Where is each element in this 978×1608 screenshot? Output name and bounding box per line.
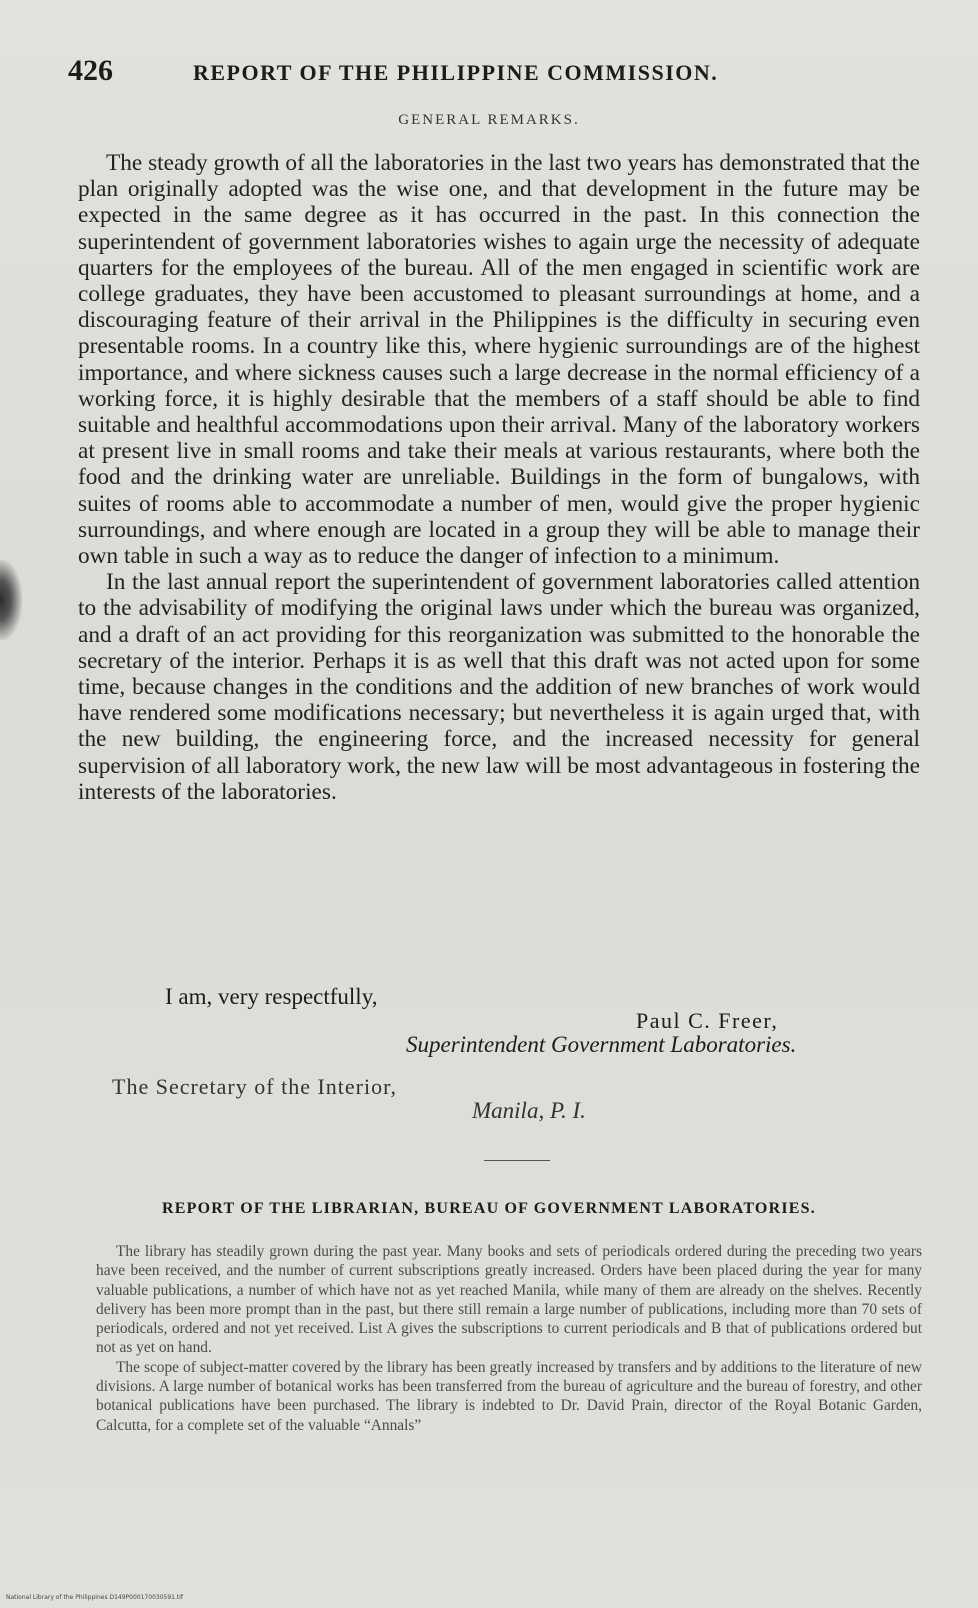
signer-title: Superintendent Government Laboratories. [406,1032,797,1057]
addressee-location: Manila, P. I. [472,1098,586,1123]
page-header [68,54,788,88]
librarian-paragraph: The library has steadily grown during the past year. Many books and sets of periodicals ordered during the preceding two years have been received, and the number of current subscriptions greatly increased. Orders have been placed during the year for many valuable publications, a number of which have not as yet reached Manila, while many of them are already on the shelves. Recently delivery has been more prompt than in the past, but there still remain a large number of publications, including more than 70 sets of periodicals, ordered and not yet received. List A gives the subscriptions to current periodicals and B that of publications ordered but not as yet on hand. [96,1243,922,1357]
body-paragraph: The steady growth of all the laboratories in the last two years has demonstrated that the plan originally adopted was the wise one, and that development in the future may be expected in the same degree as it has occurred in the past. In this connection the superintendent of government laboratories wishes to again urge the necessity of adequate quarters for the employees of the bureau. All of the men engaged in scientific work are college graduates, they have been accustomed to pleasant surroundings at home, and a discouraging feature of their arrival in the Philippines is the difficulty in securing even presentable rooms. In a country like this, where hygienic surroundings are of the highest importance, and where sickness causes such a large decrease in the normal efficiency of a working force, it is highly desirable that the members of a staff should be able to find suitable and healthful accommodations upon their arrival. Many of the laboratory workers at present live in small rooms and take their meals at various restaurants, where both the food and the drinking water are unreliable. Buildings in the form of bungalows, with suites of rooms able to accommodate a number of men, would give the proper hygienic surroundings, and where enough are located in a group they will be able to manage their own table in such a way as to reduce the danger of infection to a minimum. [78,150,920,570]
running-head: REPORT OF THE PHILIPPINE COMMISSION. [193,60,719,85]
section-divider [484,1160,550,1161]
binding-edge-shadow [0,560,22,640]
closing-salutation: I am, very respectfully, [165,984,378,1009]
librarian-report-text [96,1242,922,1435]
section-title: GENERAL REMARKS. [398,112,580,128]
scan-footer-label: National Library of the Philippines D149P000170030591.tif [6,1594,184,1601]
librarian-paragraph: The scope of subject-matter covered by the library has been greatly increased by transfers and by additions to the literature of new divisions. A large number of botanical works has been transferred from the bureau of agriculture and the bureau of forestry, and other botanical publications have been purchased. The library is indebted to Dr. David Prain, director of the Royal Botanic Garden, Calcutta, for a complete set of the valuable “Annals” [96,1358,922,1434]
addressee-name: The Secretary of the Interior, [112,1074,398,1099]
page-number: 426 [68,54,113,87]
librarian-report-title: REPORT OF THE LIBRARIAN, BUREAU OF GOVERNMENT LABORATORIES. [162,1200,816,1217]
signer-name: Paul C. Freer, [636,1008,779,1033]
body-paragraph: In the last annual report the superintendent of government laboratories called attention to the advisability of modifying the original laws under which the bureau was organized, and a draft of an act providing for this reorganization was submitted to the honorable the secretary of the interior. Perhaps it is as well that this draft was not acted upon for some time, because changes in the conditions and the addition of new branches of work would have rendered some modifications necessary; but nevertheless it is again urged that, with the new building, the engineering force, and the increased necessity for general supervision of all laboratory work, the new law will be most advantageous in fostering the interests of the laboratories. [78,569,920,805]
body-text [78,150,920,805]
